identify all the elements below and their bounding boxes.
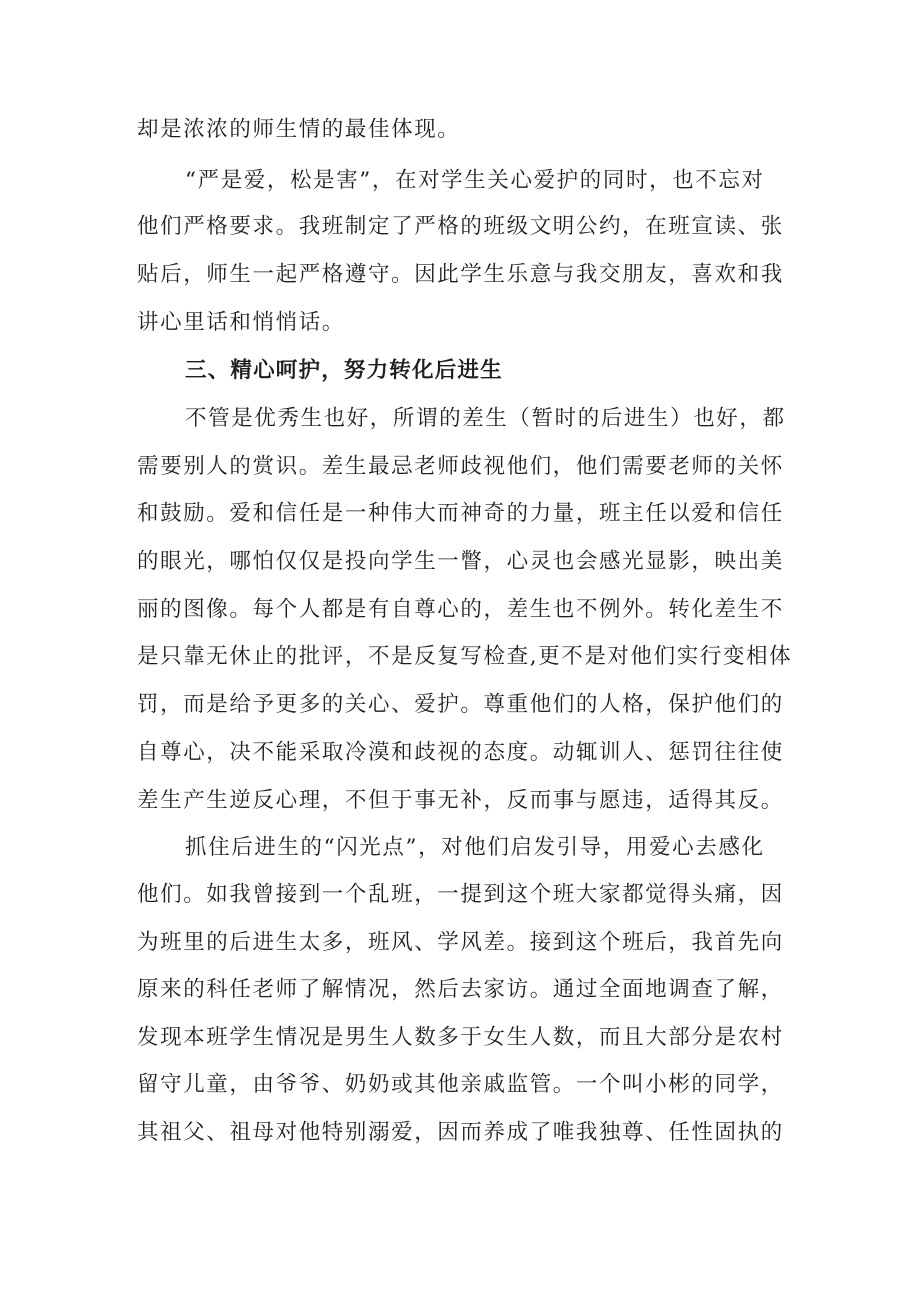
text-line: 其祖父、祖母对他特别溺爱，因而养成了唯我独尊、任性固执的 [137,1120,784,1145]
text-line: 的眼光，哪怕仅仅是投向学生一瞥，心灵也会感光显影，映出美 [137,549,784,574]
text-line: 他们。如我曾接到一个乱班，一提到这个班大家都觉得头痛，因 [137,882,784,907]
text-line: 发现本班学生情况是男生人数多于女生人数，而且大部分是农村 [137,1025,784,1050]
text-line: 是只靠无休止的批评，不是反复写检查,更不是对他们实行变相体 [137,644,793,669]
text-line: 和鼓励。爱和信任是一种伟大而神奇的力量，班主任以爱和信任 [137,501,784,526]
text-line: 自尊心，决不能采取冷漠和歧视的态度。动辄训人、惩罚往往使 [137,740,784,765]
paragraph-first-line: 抓住后进生的“闪光点”，对他们启发引导，用爱心去感化 [185,835,765,860]
text-line: 丽的图像。每个人都是有自尊心的，差生也不例外。转化差生不 [137,597,784,622]
text-line: 讲心里话和悄悄话。 [137,310,345,335]
paragraph-first-line: 不管是优秀生也好，所谓的差生（暂时的后进生）也好，都 [185,406,786,431]
text-line: 罚，而是给予更多的关心、爱护。尊重他们的人格，保护他们的 [137,692,784,717]
text-line: 留守儿童，由爷爷、奶奶或其他亲戚监管。一个叫小彬的同学， [137,1072,784,1097]
text-line: 贴后，师生一起严格遵守。因此学生乐意与我交朋友，喜欢和我 [137,262,784,287]
paragraph-first-line: “严是爱，松是害”，在对学生关心爱护的同时，也不忘对 [185,168,765,193]
text-line: 却是浓浓的师生情的最佳体现。 [137,117,461,142]
section-heading: 三、精心呵护，努力转化后进生 [185,358,503,383]
text-line: 需要别人的赏识。差生最忌老师歧视他们，他们需要老师的关怀 [137,454,784,479]
text-line: 他们严格要求。我班制定了严格的班级文明公约，在班宣读、张 [137,214,784,239]
text-line: 差生产生逆反心理，不但于事无补，反而事与愿违，适得其反。 [137,788,784,813]
text-line: 为班里的后进生太多，班风、学风差。接到这个班后，我首先向 [137,930,784,955]
text-line: 原来的科任老师了解情况，然后去家访。通过全面地调查了解， [137,977,784,1002]
